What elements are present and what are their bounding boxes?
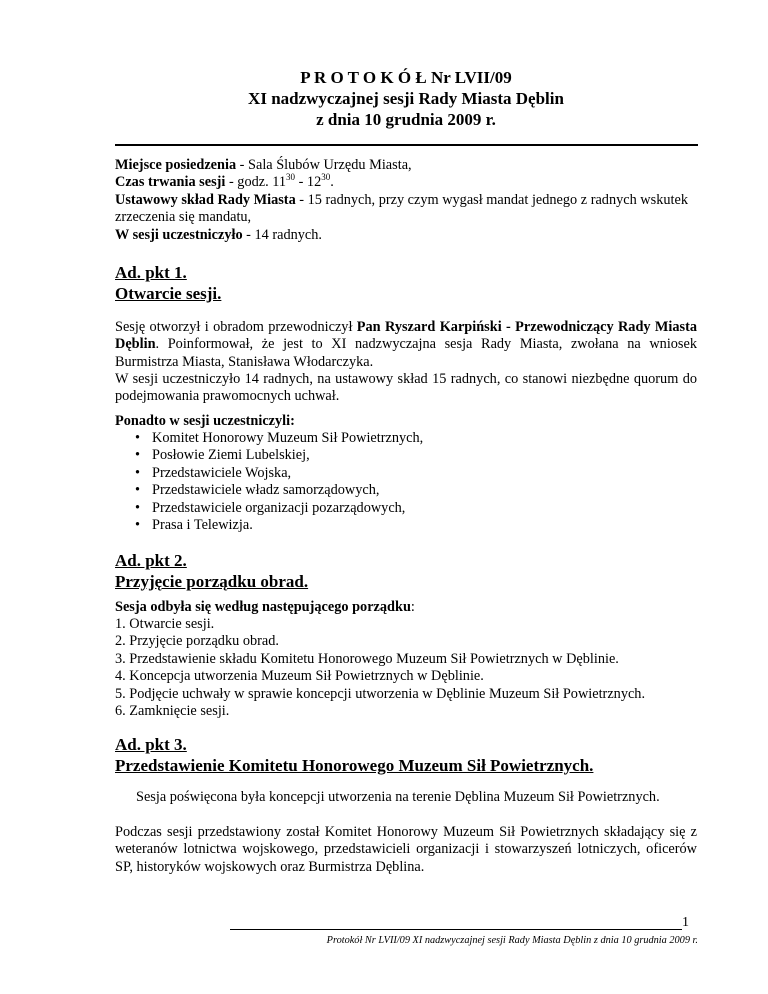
attendees-list [115,430,423,534]
chairman-name: Pan Ryszard Karpiński - Przewodniczący Rady Miasta Dęblin [115,319,698,353]
title-line-1: P R O T O K Ó Ł Nr LVII/09 [300,68,512,87]
document-title [115,67,697,130]
composition-label: Ustawowy skład Rady Miasta [115,191,296,208]
intro-paragraph [115,157,697,244]
section-1-number: Ad. pkt 1. [115,263,187,282]
agenda-list [115,616,715,720]
order-label: Sesja odbyła się według następującego porządku [115,599,411,615]
attended-value: - 14 radnych. [242,226,322,243]
time-label: Czas trwania sesji [115,174,226,191]
list-item: • Komitet Honorowy Muzeum Sił Powietrznych, [115,430,423,447]
section-3-paragraph-1: Sesja poświęcona była koncepcji utworzenia na terenie Dęblina Muzeum Sił Powietrznych. [136,789,660,805]
composition-value: - 15 radnych, przy czym wygasł mandat jednego z radnych wskutek zrzeczenia się mandatu, [115,191,688,226]
list-item: • Przedstawiciele Wojska, [115,465,423,482]
section-1-heading [115,262,221,304]
list-item: 2. Przyjęcie porządku obrad. [115,633,279,650]
section-2-heading [115,550,308,592]
section-1-p1-prefix: Sesję otworzył i obradom przewodniczył [115,319,357,335]
list-item: 3. Przedstawienie składu Komitetu Honorowego Muzeum Sił Powietrznych w Dęblinie. [115,650,619,667]
list-item: 4. Koncepcja utworzenia Muzeum Sił Powietrznych w Dęblinie. [115,668,484,685]
section-2-number: Ad. pkt 2. [115,551,187,570]
section-3-number: Ad. pkt 3. [115,735,187,754]
list-item: • Przedstawiciele organizacji pozarządowych, [115,500,423,517]
footer-divider [230,929,682,930]
list-item: 6. Zamknięcie sesji. [115,703,230,720]
title-line-3: z dnia 10 grudnia 2009 r. [316,110,496,129]
also-attended-label: Ponadto w sesji uczestniczyli: [115,413,295,429]
order-colon: : [410,599,415,615]
section-3-title: Przedstawienie Komitetu Honorowego Muzeum Sił Powietrznych. [115,756,594,775]
title-line-2: XI nadzwyczajnej sesji Rady Miasta Dęblin [248,89,564,108]
time-sup-end: 30 [321,171,331,182]
section-1-paragraph-1 [115,319,697,371]
section-1-title: Otwarcie sesji. [115,284,222,303]
section-2-title: Przyjęcie porządku obrad. [115,572,309,591]
list-item: • Posłowie Ziemi Lubelskiej, [115,447,423,464]
time-prefix: - godz. 11 [225,174,287,191]
section-1-p1-suffix: . Poinformował, że jest to XI nadzwyczajna sesja Rady Miasta, zwołana na wniosek Burmistrza Miasta, Stanisława Włodarczyka. [115,336,697,370]
order-label-line [115,599,697,616]
section-3-paragraph-2: Podczas sesji przedstawiony został Komitet Honorowy Muzeum Sił Powietrznych składający się z weteranów lotnictwa wojskowego, przedstawicieli organizacji i stowarzyszeń lotniczych, oficerów SP, historyków wojskowych oraz Burmistrza Dęblina. [115,824,697,875]
section-1-paragraph-2: W sesji uczestniczyło 14 radnych, na ustawowy skład 15 radnych, co stanowi niezbędne quorum do podejmowania prawomocnych uchwał. [115,371,697,405]
time-sup-start: 30 [286,171,296,182]
section-3-heading [115,734,593,776]
list-item: • Prasa i Telewizja. [115,517,423,534]
place-value: - Sala Ślubów Urzędu Miasta, [236,157,412,173]
time-suffix: . [330,174,334,191]
place-label: Miejsce posiedzenia [115,157,237,173]
list-item: 1. Otwarcie sesji. [115,616,215,632]
list-item: 5. Podjęcie uchwały w sprawie koncepcji utworzenia w Dęblinie Muzeum Sił Powietrznych. [115,685,646,702]
attended-label: W sesji uczestniczyło [115,226,243,243]
title-divider [115,144,698,146]
footer-text: Protokół Nr LVII/09 XI nadzwyczajnej sesji Rady Miasta Dęblin z dnia 10 grudnia 2009 r. [326,935,698,946]
list-item: • Przedstawiciele władz samorządowych, [115,482,423,499]
page-number: 1 [682,915,689,930]
time-mid: - 12 [295,174,322,191]
